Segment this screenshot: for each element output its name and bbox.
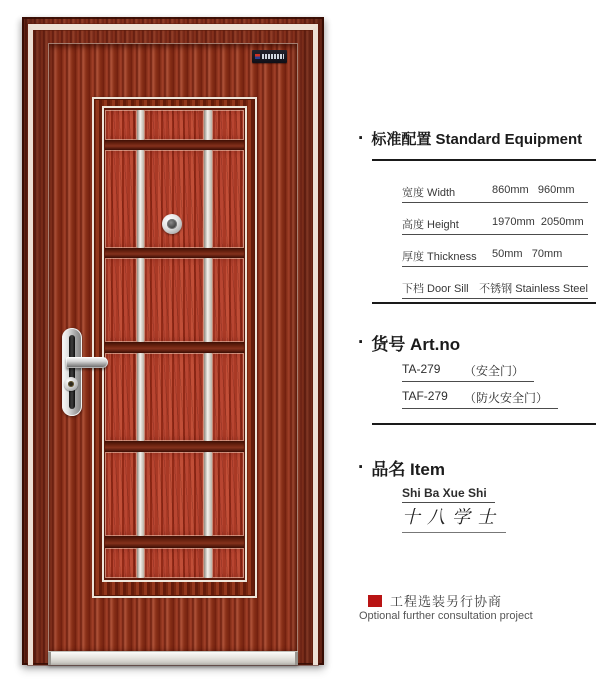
panel-band	[105, 248, 244, 258]
panel-cell	[144, 110, 204, 140]
panel-cell	[144, 353, 204, 441]
panel-cell	[144, 258, 204, 342]
panel-cell	[105, 150, 137, 248]
panel-separator	[204, 150, 212, 248]
door-handle-plate	[62, 328, 82, 416]
section-title-text: 标准配置 Standard Equipment	[371, 131, 583, 148]
panel-cell	[144, 452, 204, 536]
section-title-item	[358, 455, 445, 480]
panel-cell	[105, 353, 137, 441]
panel-separator	[137, 110, 144, 140]
panel-cell	[144, 548, 204, 578]
panel-row	[105, 353, 244, 441]
artno-list	[402, 362, 558, 416]
keyhole	[68, 381, 74, 387]
section-title-text: 品名 Item	[371, 460, 446, 479]
panel-separator	[204, 548, 212, 578]
panel-separator	[137, 150, 144, 248]
spec-row-width	[402, 184, 588, 203]
panel-row	[105, 452, 244, 536]
brand-logo-icon	[255, 54, 260, 59]
panel-separator	[137, 353, 144, 441]
panel-band	[105, 441, 244, 452]
artno-desc: （安全门）	[464, 364, 525, 378]
red-square-marker	[368, 595, 382, 607]
footer-note	[368, 591, 502, 610]
footer-note-zh: 工程选装另行协商	[390, 594, 503, 609]
handle-plate-inlay	[69, 335, 75, 409]
section-divider	[372, 302, 596, 304]
panel-cell	[212, 353, 244, 441]
panel-band	[105, 536, 244, 548]
panel-separator	[137, 452, 144, 536]
panel-separator	[204, 452, 212, 536]
lock-cylinder	[64, 377, 78, 391]
section-title-artno	[358, 330, 460, 355]
spec-table	[402, 184, 588, 312]
panel-cell	[212, 258, 244, 342]
spec-label: 下档 Door Sill	[402, 283, 469, 295]
spec-value: 1970mm 2050mm	[492, 216, 584, 228]
panel-separator	[137, 548, 144, 578]
panel-separator	[204, 258, 212, 342]
decor-panel	[92, 97, 257, 598]
peephole	[162, 214, 182, 234]
section-title-text: 货号 Art.no	[371, 335, 461, 354]
panel-band	[105, 140, 244, 150]
panel-grid	[102, 106, 247, 582]
panel-cell	[212, 548, 244, 578]
artno-code: TAF-279	[402, 389, 448, 403]
section-divider	[372, 159, 596, 161]
brand-plate	[252, 50, 287, 63]
item-name-chinese: 十八学士	[402, 503, 506, 533]
artno-row	[402, 362, 534, 382]
panel-cell	[212, 150, 244, 248]
bullet-marker: ·	[358, 128, 365, 149]
panel-separator	[137, 258, 144, 342]
panel-separator	[204, 110, 212, 140]
panel-cell	[212, 452, 244, 536]
spec-row-door-sill	[402, 280, 588, 299]
spec-value: 860mm 960mm	[492, 184, 575, 196]
panel-cell	[105, 258, 137, 342]
spec-label: 厚度 Thickness	[402, 251, 477, 263]
bullet-marker: ·	[358, 332, 365, 353]
bullet-marker: ·	[358, 457, 365, 478]
panel-row	[105, 548, 244, 578]
panel-cell	[105, 110, 137, 140]
panel-row	[105, 110, 244, 140]
door-sill	[48, 651, 298, 665]
section-divider	[372, 423, 596, 425]
spec-value: 不锈钢 Stainless Steel	[479, 283, 588, 295]
peephole-lens	[167, 219, 177, 229]
spec-label: 高度 Height	[402, 219, 459, 231]
panel-band	[105, 342, 244, 353]
artno-code: TA-279	[402, 362, 441, 376]
spec-label: 宽度 Width	[402, 187, 456, 199]
spec-row-thickness	[402, 248, 588, 267]
artno-desc: （防火安全门）	[464, 391, 549, 405]
item-name-pinyin: Shi Ba Xue Shi	[402, 486, 495, 503]
spec-value: 50mm 70mm	[492, 248, 563, 260]
footer-note-en: Optional further consultation project	[359, 610, 533, 622]
panel-cell	[105, 548, 137, 578]
artno-row	[402, 389, 558, 409]
brand-text	[262, 54, 284, 59]
door-handle-lever	[66, 357, 108, 368]
panel-cell	[212, 110, 244, 140]
panel-cell	[105, 452, 137, 536]
door-photo	[22, 17, 324, 665]
panel-row	[105, 258, 244, 342]
panel-separator	[204, 353, 212, 441]
spec-row-height	[402, 216, 588, 235]
section-title-standard-equipment	[358, 128, 582, 149]
